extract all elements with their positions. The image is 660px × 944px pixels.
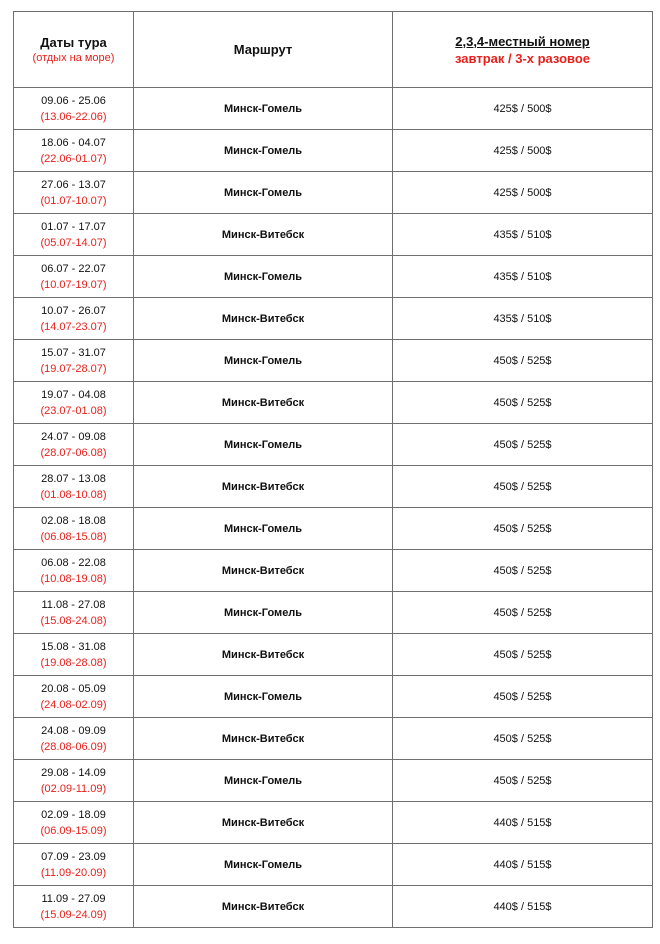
- sea-dates: (28.08-06.09): [40, 740, 107, 753]
- table-body: [14, 88, 653, 928]
- header-route: [134, 12, 393, 88]
- table-row: [14, 676, 653, 718]
- sea-dates: (10.08-19.08): [40, 572, 107, 585]
- tour-dates: 01.07 - 17.07: [41, 220, 106, 233]
- cell-dates: [14, 886, 134, 928]
- cell-dates: [14, 88, 134, 130]
- table-row: [14, 508, 653, 550]
- table-row: [14, 802, 653, 844]
- cell-dates: [14, 592, 134, 634]
- table-row: [14, 634, 653, 676]
- cell-route: Минск-Гомель: [134, 676, 393, 718]
- sea-dates: (15.08-24.08): [40, 614, 107, 627]
- tour-dates: 15.07 - 31.07: [41, 346, 106, 359]
- cell-price: 450$ / 525$: [393, 718, 653, 760]
- header-price: [393, 12, 653, 88]
- cell-route: Минск-Витебск: [134, 298, 393, 340]
- cell-dates: [14, 172, 134, 214]
- sea-dates: (10.07-19.07): [40, 278, 107, 291]
- cell-dates: [14, 130, 134, 172]
- sea-dates: (06.09-15.09): [40, 824, 107, 837]
- cell-route: Минск-Витебск: [134, 802, 393, 844]
- sea-dates: (23.07-01.08): [40, 404, 107, 417]
- table-row: [14, 886, 653, 928]
- sea-dates: (22.06-01.07): [40, 152, 107, 165]
- cell-dates: [14, 466, 134, 508]
- header-dates: [14, 12, 134, 88]
- cell-price: 425$ / 500$: [393, 88, 653, 130]
- tour-dates: 18.06 - 04.07: [41, 136, 106, 149]
- cell-route: Минск-Витебск: [134, 382, 393, 424]
- sea-dates: (19.07-28.07): [40, 362, 107, 375]
- cell-price: 450$ / 525$: [393, 592, 653, 634]
- cell-price: 450$ / 525$: [393, 466, 653, 508]
- cell-price: 425$ / 500$: [393, 130, 653, 172]
- cell-route: Минск-Витебск: [134, 886, 393, 928]
- tour-dates: 07.09 - 23.09: [41, 850, 106, 863]
- tour-dates: 11.09 - 27.09: [41, 892, 106, 905]
- tour-dates: 11.08 - 27.08: [41, 598, 106, 611]
- sea-dates: (02.09-11.09): [40, 782, 107, 795]
- cell-dates: [14, 634, 134, 676]
- cell-price: 450$ / 525$: [393, 508, 653, 550]
- cell-dates: [14, 424, 134, 466]
- cell-price: 435$ / 510$: [393, 298, 653, 340]
- cell-price: 450$ / 525$: [393, 550, 653, 592]
- cell-route: Минск-Витебск: [134, 718, 393, 760]
- cell-route: Минск-Витебск: [134, 466, 393, 508]
- cell-dates: [14, 760, 134, 802]
- tour-dates: 02.08 - 18.08: [41, 514, 106, 527]
- table-row: [14, 382, 653, 424]
- tour-table-container: [13, 11, 653, 928]
- cell-route: Минск-Гомель: [134, 592, 393, 634]
- cell-price: 450$ / 525$: [393, 634, 653, 676]
- cell-dates: [14, 550, 134, 592]
- cell-dates: [14, 844, 134, 886]
- cell-route: Минск-Гомель: [134, 256, 393, 298]
- sea-dates: (15.09-24.09): [40, 908, 107, 921]
- sea-dates: (14.07-23.07): [40, 320, 107, 333]
- tour-dates: 19.07 - 04.08: [41, 388, 106, 401]
- tour-dates: 27.06 - 13.07: [41, 178, 106, 191]
- sea-dates: (19.08-28.08): [40, 656, 107, 669]
- tour-dates: 24.08 - 09.09: [41, 724, 106, 737]
- cell-route: Минск-Гомель: [134, 130, 393, 172]
- sea-dates: (05.07-14.07): [40, 236, 107, 249]
- cell-route: Минск-Витебск: [134, 550, 393, 592]
- cell-route: Минск-Гомель: [134, 760, 393, 802]
- cell-route: Минск-Гомель: [134, 88, 393, 130]
- cell-dates: [14, 340, 134, 382]
- cell-dates: [14, 298, 134, 340]
- cell-price: 425$ / 500$: [393, 172, 653, 214]
- cell-price: 440$ / 515$: [393, 802, 653, 844]
- table-row: [14, 214, 653, 256]
- tour-dates: 24.07 - 09.08: [41, 430, 106, 443]
- tour-dates: 15.08 - 31.08: [41, 640, 106, 653]
- sea-dates: (01.07-10.07): [40, 194, 107, 207]
- cell-price: 450$ / 525$: [393, 340, 653, 382]
- cell-dates: [14, 718, 134, 760]
- table-header-row: [14, 12, 653, 88]
- cell-price: 440$ / 515$: [393, 886, 653, 928]
- cell-route: Минск-Гомель: [134, 424, 393, 466]
- cell-price: 450$ / 525$: [393, 382, 653, 424]
- table-row: [14, 88, 653, 130]
- cell-dates: [14, 676, 134, 718]
- cell-price: 435$ / 510$: [393, 256, 653, 298]
- header-dates-title: Даты тура: [40, 34, 107, 50]
- tour-dates: 06.07 - 22.07: [41, 262, 106, 275]
- table-row: [14, 340, 653, 382]
- table-row: [14, 466, 653, 508]
- tour-dates: 09.06 - 25.06: [41, 94, 106, 107]
- table-row: [14, 718, 653, 760]
- cell-price: 450$ / 525$: [393, 424, 653, 466]
- cell-price: 450$ / 525$: [393, 676, 653, 718]
- table-row: [14, 172, 653, 214]
- cell-price: 450$ / 525$: [393, 760, 653, 802]
- table-row: [14, 844, 653, 886]
- tour-dates: 02.09 - 18.09: [41, 808, 106, 821]
- tour-dates: 29.08 - 14.09: [41, 766, 106, 779]
- cell-dates: [14, 382, 134, 424]
- sea-dates: (24.08-02.09): [40, 698, 107, 711]
- cell-route: Минск-Витебск: [134, 214, 393, 256]
- tour-schedule-table: [13, 11, 653, 928]
- table-row: [14, 130, 653, 172]
- cell-route: Минск-Гомель: [134, 340, 393, 382]
- header-price-subtitle: завтрак / 3-х разовое: [454, 50, 591, 66]
- cell-dates: [14, 256, 134, 298]
- sea-dates: (13.06-22.06): [40, 110, 107, 123]
- cell-dates: [14, 214, 134, 256]
- table-row: [14, 256, 653, 298]
- table-row: [14, 760, 653, 802]
- cell-dates: [14, 802, 134, 844]
- cell-price: 435$ / 510$: [393, 214, 653, 256]
- sea-dates: (01.08-10.08): [40, 488, 107, 501]
- table-row: [14, 550, 653, 592]
- table-row: [14, 424, 653, 466]
- cell-route: Минск-Гомель: [134, 172, 393, 214]
- tour-dates: 20.08 - 05.09: [41, 682, 106, 695]
- cell-price: 440$ / 515$: [393, 844, 653, 886]
- cell-route: Минск-Витебск: [134, 634, 393, 676]
- tour-dates: 06.08 - 22.08: [41, 556, 106, 569]
- header-price-title[interactable]: 2,3,4-местный номер: [455, 33, 590, 49]
- cell-dates: [14, 508, 134, 550]
- header-route-title: Маршрут: [233, 42, 293, 57]
- table-row: [14, 592, 653, 634]
- header-dates-subtitle: (отдых на море): [32, 51, 115, 64]
- sea-dates: (06.08-15.08): [40, 530, 107, 543]
- tour-dates: 10.07 - 26.07: [41, 304, 106, 317]
- tour-dates: 28.07 - 13.08: [41, 472, 106, 485]
- sea-dates: (11.09-20.09): [40, 866, 107, 879]
- cell-route: Минск-Гомель: [134, 844, 393, 886]
- cell-route: Минск-Гомель: [134, 508, 393, 550]
- sea-dates: (28.07-06.08): [40, 446, 107, 459]
- table-row: [14, 298, 653, 340]
